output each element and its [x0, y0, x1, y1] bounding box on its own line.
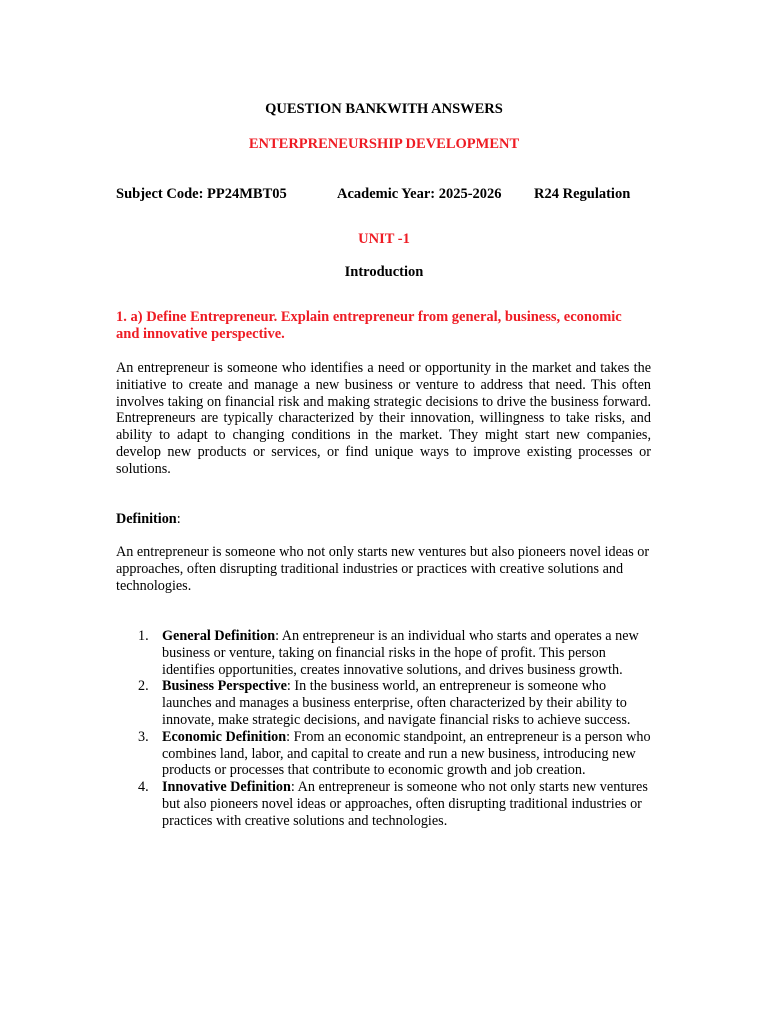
document-title: QUESTION BANKWITH ANSWERS	[265, 101, 503, 117]
definition-label: Definition	[116, 511, 177, 527]
list-item-term: Business Perspective	[162, 678, 287, 695]
list-item-text: : An entrepreneur is someone who not only starts new ventures but also pioneers novel ideas or approaches, often disrupting traditional industries or practices with creative solutions and technologies.	[162, 779, 648, 829]
intro-paragraph: An entrepreneur is someone who identifies a need or opportunity in the market and takes the initiative to create and manage a new business or venture to address that need. This often involves taking on financial risk and making strategic decisions to drive the business forward. Entrepreneurs are typically characterized by their innovation, willingness to take risks, and ability to adapt to changing conditions in the market. They might start new companies, develop new products or services, or find unique ways to improve existing processes or solutions.	[116, 360, 651, 477]
list-item-number: 1.	[138, 628, 149, 644]
list-item-number: 4.	[138, 779, 149, 796]
list-item-term: Economic Definition	[162, 728, 287, 745]
perspective-list	[116, 628, 651, 830]
academic-year: Academic Year: 2025-2026	[337, 186, 502, 202]
list-item	[116, 678, 651, 728]
regulation: R24 Regulation	[534, 186, 631, 202]
list-item	[116, 779, 651, 829]
list-item-number: 2.	[138, 678, 149, 695]
list-item	[116, 628, 651, 678]
definition-heading	[116, 511, 181, 528]
unit-heading: Introduction	[344, 264, 424, 280]
unit-label: UNIT -1	[358, 231, 410, 247]
list-item	[116, 729, 651, 779]
list-item-text: : From an economic standpoint, an entrepreneur is a person who combines land, labor, and capital to create and run a new business, introducing new products or processes that contribute to economic growth and job creation.	[162, 728, 651, 779]
document-subtitle: ENTERPRENEURSHIP DEVELOPMENT	[248, 136, 520, 152]
list-item-number: 3.	[138, 728, 149, 745]
list-item-term: General Definition	[162, 628, 276, 644]
definition-paragraph: An entrepreneur is someone who not only starts new ventures but also pioneers novel ideas or approaches, often disrupting traditional industries or practices with creative solutions and technologies.	[116, 544, 650, 594]
subject-code: Subject Code: PP24MBT05	[116, 186, 287, 202]
question-text: 1. a) Define Entrepreneur. Explain entrepreneur from general, business, economic and innovative perspective.	[116, 309, 622, 342]
list-item-text: : An entrepreneur is an individual who starts and operates a new business or venture, taking on financial risks in the hope of profit. This person identifies opportunities, creates innovative solutions, and drives business growth.	[162, 628, 639, 678]
list-item-text: : In the business world, an entrepreneur is someone who launches and manages a business enterprise, often characterized by their ability to innovate, make strategic decisions, and navigate financial risks to achieve success.	[162, 678, 631, 728]
definition-colon: :	[176, 511, 181, 527]
list-item-term: Innovative Definition	[162, 779, 291, 796]
